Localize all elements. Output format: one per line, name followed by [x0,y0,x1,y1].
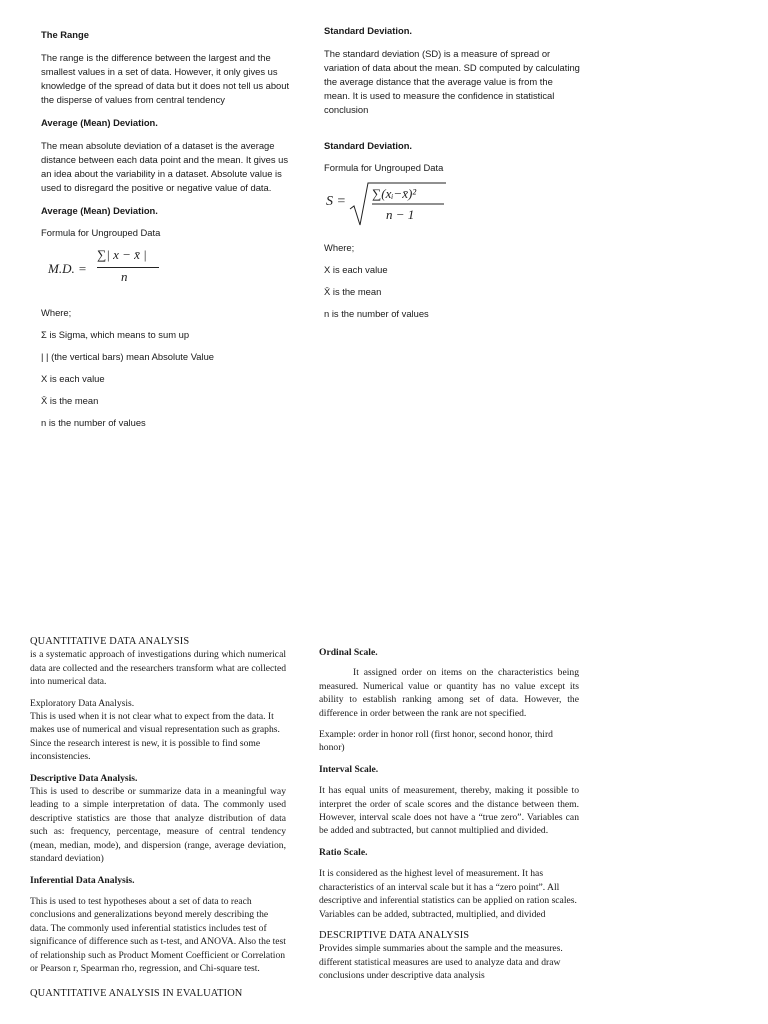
ratio-heading: Ratio Scale. [319,846,368,858]
dda-text: This is used to describe or summarize data in a meaningful way leading to a simple interpretation of data. The commonly used descriptive statistics are those that analyze distribution of data such as: frequency, percentage, measure of central tendency (mean, median, mode), and dispersion (range, average deviation, standard deviation) [30,786,286,865]
amd-formula-label: Formula for Ungrouped Data [41,227,161,238]
bottom-right-column [319,646,579,983]
amd-heading: Average (Mean) Deviation. [41,117,158,128]
sd-formula-denominator: n − 1 [386,207,415,222]
sd-heading: Standard Deviation. [324,25,413,36]
sd-formula-numerator: ∑(xᵢ−x̄)² [372,186,417,201]
qda-heading: QUANTITATIVE DATA ANALYSIS [30,636,190,647]
top-left-column [41,28,295,430]
md-formula-lhs: M.D. = [48,261,87,276]
sd-where-item-x: X is each value [324,264,388,275]
md-formula [41,246,295,302]
sd-where-item-n: n is the number of values [324,308,429,319]
range-text: The range is the difference between the largest and the smallest values in a set of data. However, it only gives us knowledge of the spread of data but it does not tell us about the disperse of values from central tendency [41,52,290,105]
range-heading: The Range [41,29,89,40]
where-item-mean: X̄ is the mean [41,395,99,406]
ordinal-example: Example: order in honor roll (first honor, second honor, third honor) [319,729,553,754]
sd-where-label: Where; [324,242,355,253]
descriptive-text: Provides simple summaries about the sample and the measures. different statistical measures are used to analyze data and draw conclusions under descriptive data analysis [319,943,563,982]
ratio-text: It is considered as the highest level of measurement. It has characteristics of an interval scale but it has a “zero point”. All descriptive and inferential statistics can be applied on ration scales. Variables can be added, subtracted, multiplied, and divided [319,868,577,920]
eda-heading: Exploratory Data Analysis. [30,697,135,709]
interval-heading: Interval Scale. [319,763,379,775]
sd-text: The standard deviation (SD) is a measure of spread or variation of data about the mean. SD computed by calculating the average distance that the average value is from the mean. It is used to measure the confidence in statistical conclusion [324,48,580,115]
amd-text: The mean absolute deviation of a dataset is the average distance between each data point and the mean. It gives us an idea about the variability in a dataset. Absolute value is used to disregard the positive or negative value of data. [41,140,289,193]
ida-text: This is used to test hypotheses about a set of data to reach conclusions and generalizations beyond merely describing the data. The commonly used inferential statistics includes test of significance of difference such as t-test, and ANOVA. Also the test of relationship such as Product Moment Coefficient or Correlation or Pearson r, Spearman rho, regression, and Chi-square test. [30,895,286,974]
where-label: Where; [41,307,72,318]
ordinal-heading: Ordinal Scale. [319,647,378,658]
ida-heading: Inferential Data Analysis. [30,874,135,886]
sd-heading-2: Standard Deviation. [324,140,413,151]
where-item-sigma: Σ is Sigma, which means to sum up [41,329,190,340]
dda-heading: Descriptive Data Analysis. [30,772,138,784]
qae-heading: QUANTITATIVE ANALYSIS IN EVALUATION [30,988,243,1000]
md-formula-numerator: ∑| x − x̄ | [97,247,147,262]
eda-text: This is used when it is not clear what to expect from the data. It makes use of numerical and visual representation such as graphs. Since the research interest is new, it is possible to find some inconsistencies. [30,711,280,763]
qda-text: is a systematic approach of investigations during which numerical data are collected and the researchers transform what are collected into numerical data. [30,649,286,688]
where-item-x: X is each value [41,373,105,384]
descriptive-heading: DESCRIPTIVE DATA ANALYSIS [319,929,470,941]
where-item-n: n is the number of values [41,417,146,428]
ordinal-text: It assigned order on items on the characteristics being measured. Numerical value or quantity has no value except its ability to establish ranking among set of data. However, the difference in order between the rank are not specified. [319,667,579,719]
md-formula-denominator: n [121,269,128,284]
top-right-column [324,24,580,321]
amd-heading-2: Average (Mean) Deviation. [41,205,158,216]
sd-where-item-mean: X̄ is the mean [324,286,382,297]
md-fraction-bar [97,267,159,268]
where-item-abs: | | (the vertical bars) mean Absolute Value [41,351,215,362]
sd-formula [324,179,580,235]
bottom-left-column [30,635,286,1001]
sd-formula-label: Formula for Ungrouped Data [324,162,444,173]
interval-text: It has equal units of measurement, thereby, making it possible to interpret the order of scale scores and the distance between them. However, interval scale does not have a “true zero”. Variables can be added and subtracted, but cannot multiplied and divided. [319,785,579,837]
sd-formula-lhs: S = [326,194,346,209]
